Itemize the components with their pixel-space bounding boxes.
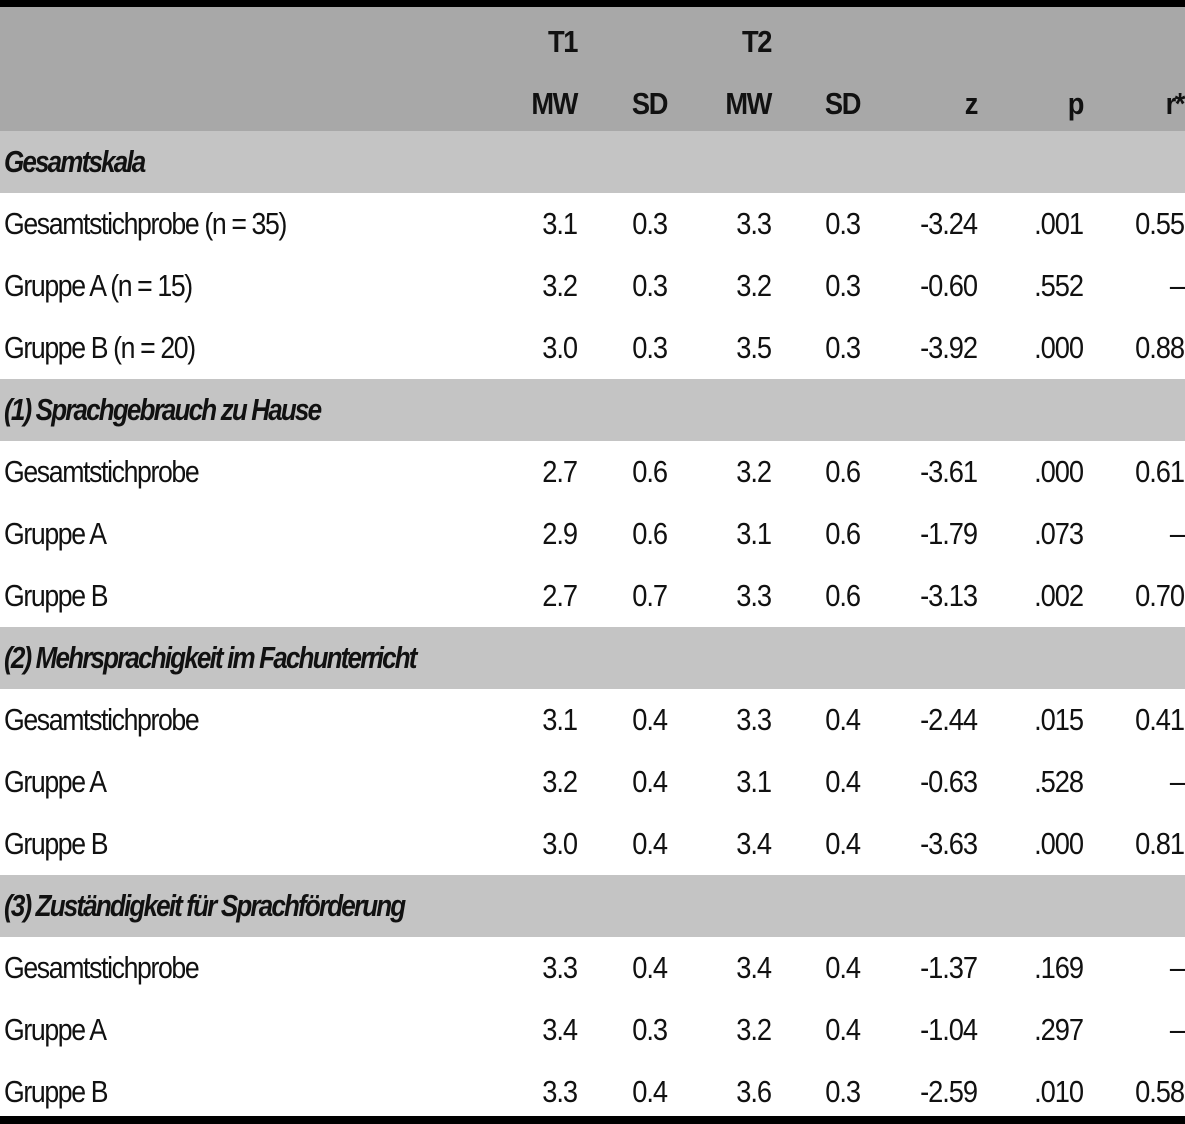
value-cell: .000	[1034, 330, 1083, 365]
value-cell: 0.88	[1135, 330, 1184, 365]
value-cell: 3.1	[736, 516, 771, 551]
bottom-rule	[0, 1116, 1185, 1124]
table-row	[0, 813, 1185, 875]
value-cell: -3.63	[920, 826, 977, 861]
value-cell: 0.4	[632, 764, 667, 799]
value-cell: 0.3	[825, 268, 860, 303]
header-sd-t2: SD	[824, 86, 860, 121]
row-label: Gesamtstichprobe	[4, 702, 199, 737]
value-cell: 0.4	[632, 950, 667, 985]
section-title: Gesamtskala	[4, 144, 145, 179]
value-cell: 0.3	[825, 330, 860, 365]
value-cell: .073	[1034, 516, 1083, 551]
value-cell: 0.6	[825, 578, 860, 613]
value-cell: 0.3	[825, 206, 860, 241]
value-cell: 0.55	[1135, 206, 1184, 241]
value-cell: -1.79	[920, 516, 977, 551]
table-row	[0, 1061, 1185, 1123]
header-row-time-points	[0, 7, 1185, 69]
value-cell: 3.4	[736, 950, 771, 985]
value-cell: 0.4	[632, 1074, 667, 1109]
value-cell: -2.59	[920, 1074, 977, 1109]
table-row	[0, 317, 1185, 379]
value-cell: -3.92	[920, 330, 977, 365]
value-cell: 0.70	[1135, 578, 1184, 613]
header-sd-t1: SD	[631, 86, 667, 121]
value-cell: -3.13	[920, 578, 977, 613]
value-cell: .528	[1034, 764, 1083, 799]
value-cell: 3.3	[736, 578, 771, 613]
value-cell: 2.9	[542, 516, 577, 551]
table-row	[0, 503, 1185, 565]
header-mw-t2: MW	[725, 86, 771, 121]
value-cell: .001	[1034, 206, 1083, 241]
header-r: r*	[1165, 86, 1184, 121]
value-cell: 0.6	[825, 516, 860, 551]
value-cell: -0.63	[920, 764, 977, 799]
value-cell: 0.3	[632, 1012, 667, 1047]
value-cell: 0.81	[1135, 826, 1184, 861]
value-cell: 3.2	[736, 268, 771, 303]
header-t2: T2	[741, 24, 771, 59]
value-cell: 0.6	[632, 454, 667, 489]
value-cell: 3.5	[736, 330, 771, 365]
header-mw-t1: MW	[531, 86, 577, 121]
value-cell: 0.3	[632, 268, 667, 303]
value-cell: 0.4	[632, 702, 667, 737]
value-cell: .000	[1034, 454, 1083, 489]
value-cell: 0.3	[632, 330, 667, 365]
row-label: Gruppe A	[4, 764, 106, 799]
value-cell: 3.3	[736, 206, 771, 241]
value-cell: 3.4	[736, 826, 771, 861]
value-cell: .010	[1034, 1074, 1083, 1109]
value-cell: .552	[1034, 268, 1083, 303]
value-cell: -1.04	[920, 1012, 977, 1047]
header-t1: T1	[547, 24, 577, 59]
table-row	[0, 751, 1185, 813]
row-label: Gruppe A (n = 15)	[4, 268, 192, 303]
row-label: Gruppe B	[4, 1074, 108, 1109]
row-label: Gesamtstichprobe	[4, 454, 199, 489]
value-cell: .002	[1034, 578, 1083, 613]
header-p: p	[1067, 86, 1083, 121]
value-cell: 0.4	[825, 1012, 860, 1047]
value-cell: –	[1169, 268, 1184, 303]
value-cell: 3.3	[736, 702, 771, 737]
value-cell: 3.1	[542, 702, 577, 737]
table-row	[0, 937, 1185, 999]
table-row	[0, 255, 1185, 317]
top-rule	[0, 0, 1185, 7]
value-cell: 3.2	[736, 454, 771, 489]
value-cell: 0.4	[825, 826, 860, 861]
value-cell: 0.4	[825, 950, 860, 985]
header-z: z	[964, 86, 977, 121]
value-cell: .297	[1034, 1012, 1083, 1047]
value-cell: 0.6	[632, 516, 667, 551]
value-cell: 3.3	[542, 1074, 577, 1109]
header-row-columns	[0, 69, 1185, 131]
value-cell: 3.1	[542, 206, 577, 241]
section-header-row	[0, 875, 1185, 937]
row-label: Gruppe A	[4, 516, 106, 551]
value-cell: -2.44	[920, 702, 977, 737]
table-row	[0, 565, 1185, 627]
value-cell: 3.3	[542, 950, 577, 985]
value-cell: .000	[1034, 826, 1083, 861]
value-cell: -3.61	[920, 454, 977, 489]
value-cell: 0.4	[825, 764, 860, 799]
row-label: Gesamtstichprobe (n = 35)	[4, 206, 286, 241]
value-cell: 0.58	[1135, 1074, 1184, 1109]
value-cell: 0.6	[825, 454, 860, 489]
value-cell: 0.7	[632, 578, 667, 613]
value-cell: 0.4	[632, 826, 667, 861]
section-header-row	[0, 131, 1185, 193]
value-cell: 0.41	[1135, 702, 1184, 737]
row-label: Gesamtstichprobe	[4, 950, 199, 985]
section-title: (3) Zuständigkeit für Sprachförderung	[4, 888, 405, 923]
value-cell: –	[1169, 1012, 1184, 1047]
value-cell: .015	[1034, 702, 1083, 737]
row-label: Gruppe B	[4, 826, 108, 861]
section-header-row	[0, 627, 1185, 689]
row-label: Gruppe B (n = 20)	[4, 330, 195, 365]
table-row	[0, 999, 1185, 1061]
value-cell: 3.2	[542, 764, 577, 799]
table-row	[0, 689, 1185, 751]
table-row	[0, 193, 1185, 255]
row-label: Gruppe A	[4, 1012, 106, 1047]
value-cell: 0.3	[825, 1074, 860, 1109]
value-cell: 3.6	[736, 1074, 771, 1109]
value-cell: 0.3	[632, 206, 667, 241]
row-label: Gruppe B	[4, 578, 108, 613]
value-cell: 3.2	[736, 1012, 771, 1047]
value-cell: –	[1169, 950, 1184, 985]
value-cell: –	[1169, 516, 1184, 551]
value-cell: 3.4	[542, 1012, 577, 1047]
value-cell: –	[1169, 764, 1184, 799]
section-title: (2) Mehrsprachigkeit im Fachunterricht	[4, 640, 416, 675]
value-cell: 2.7	[542, 578, 577, 613]
section-title: (1) Sprachgebrauch zu Hause	[4, 392, 321, 427]
value-cell: 0.61	[1135, 454, 1184, 489]
value-cell: 2.7	[542, 454, 577, 489]
value-cell: 3.0	[542, 826, 577, 861]
value-cell: -3.24	[920, 206, 977, 241]
table-row	[0, 441, 1185, 503]
value-cell: 3.1	[736, 764, 771, 799]
value-cell: 0.4	[825, 702, 860, 737]
value-cell: -0.60	[920, 268, 977, 303]
value-cell: 3.2	[542, 268, 577, 303]
value-cell: .169	[1034, 950, 1083, 985]
section-header-row	[0, 379, 1185, 441]
value-cell: -1.37	[920, 950, 977, 985]
value-cell: 3.0	[542, 330, 577, 365]
